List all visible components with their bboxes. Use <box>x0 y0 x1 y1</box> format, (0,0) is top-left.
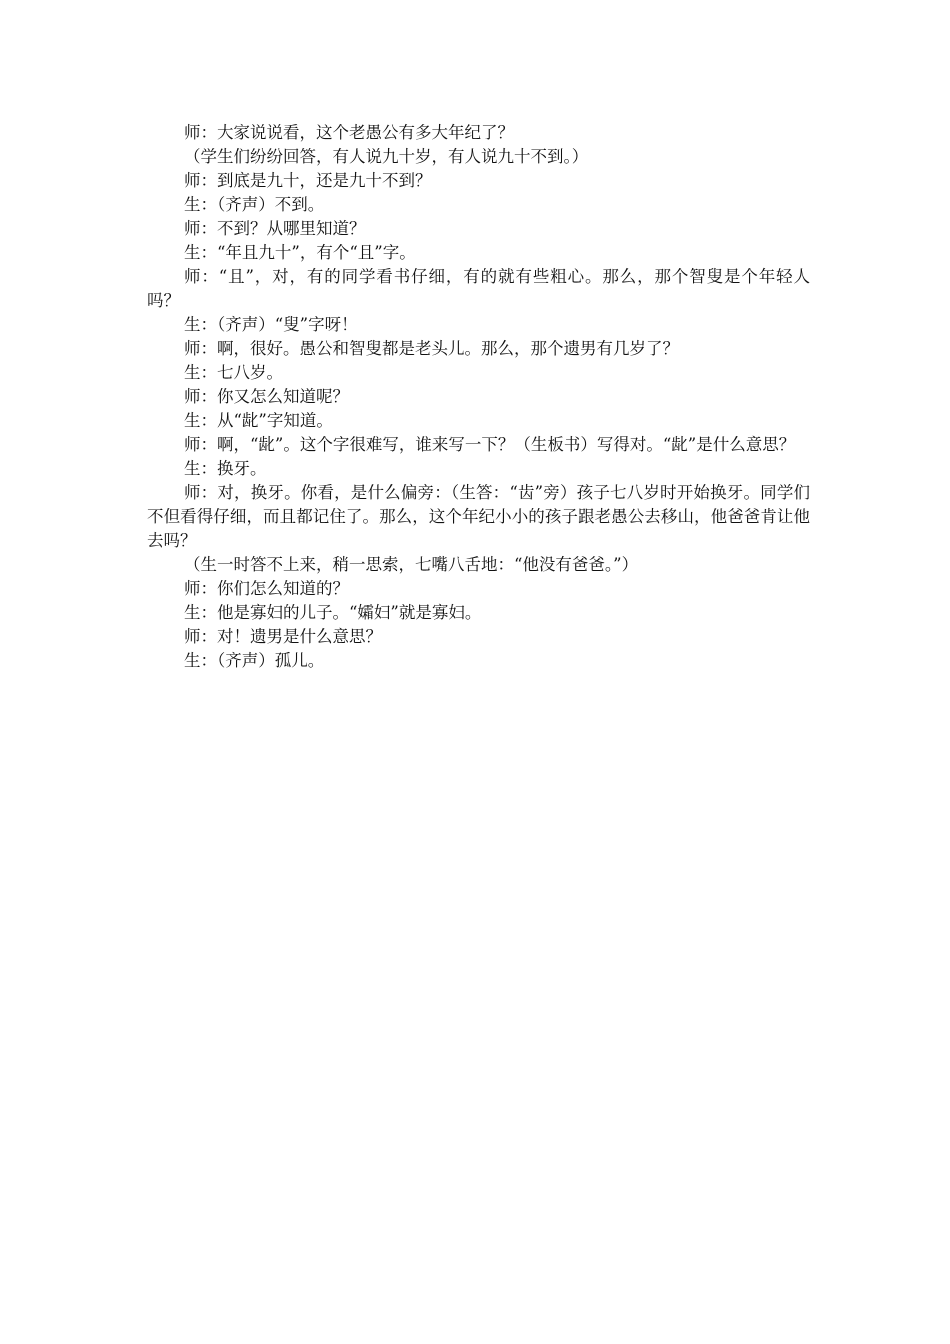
paragraph: 生：（齐声）不到。 <box>184 195 325 214</box>
paragraph: 师：到底是九十，还是九十不到？ <box>184 171 432 190</box>
paragraph: 生：七八岁。 <box>184 363 283 382</box>
paragraph: 生：“年且九十”，有个“且”字。 <box>184 243 416 262</box>
paragraph: 师：不到？从哪里知道？ <box>184 219 366 238</box>
paragraph: 师：对！遗男是什么意思？ <box>184 627 382 646</box>
paragraph: 师：对，换牙。你看，是什么偏旁：（生答：“齿”旁）孩子七八岁时开始换牙。同学们不但看得仔细，而且都记住了。那么，这个年纪小小的孩子跟老愚公去移山，他爸爸肯让他去吗？ <box>147 483 810 550</box>
paragraph: 师：大家说说看，这个老愚公有多大年纪了？ <box>184 123 514 142</box>
paragraph: 师：“且”，对，有的同学看书仔细，有的就有些粗心。那么，那个智叟是个年轻人吗？ <box>147 267 810 310</box>
paragraph: 生：他是寡妇的儿子。“孀妇”就是寡妇。 <box>184 603 482 622</box>
paragraph: 生：从“龀”字知道。 <box>184 411 333 430</box>
paragraph: 师：你们怎么知道的？ <box>184 579 349 598</box>
paragraph: 师：啊，很好。愚公和智叟都是老头儿。那么，那个遗男有几岁了？ <box>184 339 679 358</box>
paragraph: 生：换牙。 <box>184 459 267 478</box>
paragraph: （学生们纷纷回答，有人说九十岁，有人说九十不到。） <box>184 147 589 166</box>
paragraph: 生：（齐声）“叟”字呀！ <box>184 315 358 334</box>
paragraph: 生：（齐声）孤儿。 <box>184 651 325 670</box>
dialogue-text <box>147 121 810 673</box>
paragraph: 师：啊，“龀”。这个字很难写，谁来写一下？（生板书）写得对。“龀”是什么意思？ <box>184 435 796 454</box>
paragraph: （生一时答不上来，稍一思索，七嘴八舌地：“他没有爸爸。”） <box>184 555 639 574</box>
paragraph: 师：你又怎么知道呢？ <box>184 387 349 406</box>
